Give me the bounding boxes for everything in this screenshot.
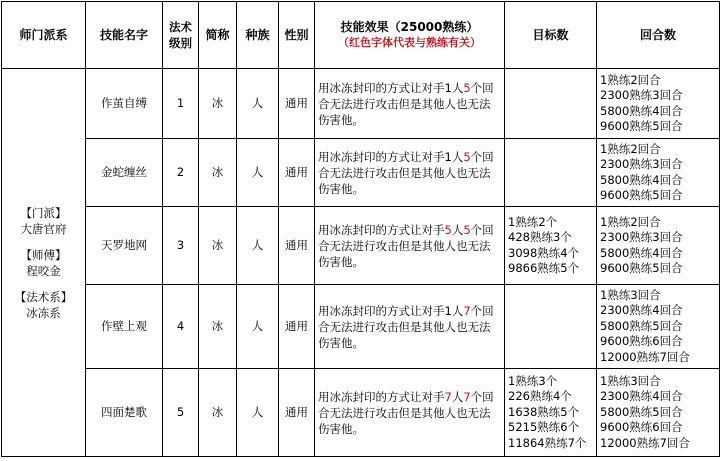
effect-text: 用冰冻封印的方式让对手 [318,389,445,404]
target-entry: 428熟练3个 [508,230,572,244]
skill-targets [505,139,597,207]
effect-text: 用冰冻封印的方式让对手 [318,222,445,237]
header-school: 师门派系 [2,2,86,69]
round-entry: 9600熟练5回合 [600,188,683,202]
effect-text: 用冰冻封印的方式让对手 [318,149,445,164]
skill-name: 天罗地网 [86,207,163,285]
skill-gender: 通用 [279,69,315,139]
skill-level: 3 [163,207,199,285]
target-entry: 5215熟练6个 [508,420,580,435]
skill-rounds [597,139,720,207]
skill-abbr: 冰 [199,285,237,369]
skill-rounds [597,285,720,369]
round-entry: 12000熟练7回合 [600,435,690,450]
target-entry: 1熟练3个 [508,373,558,388]
skill-effect [315,207,505,285]
skill-targets [505,369,597,457]
round-entry: 9600熟练5回合 [600,261,683,275]
master-tag: 【师傅】 [20,247,67,262]
skill-level: 4 [163,285,199,369]
skill-effect [315,285,505,369]
skill-row [2,139,720,207]
skill-targets [505,69,597,139]
header-rounds: 回合数 [597,2,720,69]
header-level-line2: 级别 [169,36,192,50]
effect-text: 个回合无法进行攻击但是其他人也无法伤害他。 [318,389,494,436]
effect-text: 人 [451,149,464,164]
header-targets: 目标数 [505,2,597,69]
header-effect-note: （红色字体代表与熟练有关） [338,36,481,49]
type-name: 冰冻系 [26,305,61,320]
target-entry: 9866熟练5个 [508,261,580,275]
skill-rounds [597,69,720,139]
skill-rounds [597,369,720,457]
header-row [2,2,720,69]
effect-text: 用冰冻封印的方式让对手 [318,80,445,95]
skill-effect [315,369,505,457]
skill-race: 人 [237,69,279,139]
skill-name: 作壁上观 [86,285,163,369]
skill-name: 金蛇缠丝 [86,139,163,207]
effect-round-count: 7 [463,389,471,404]
round-entry: 2300熟练4回合 [600,303,683,318]
target-entry: 11864熟练7个 [508,435,587,450]
school-tag: 【门派】 [20,205,67,220]
skill-rounds [597,207,720,285]
round-entry: 2300熟练4回合 [600,389,683,404]
header-level-line1: 法术 [169,20,192,34]
skill-level: 5 [163,369,199,457]
skill-row [2,369,720,457]
effect-round-count: 5 [463,222,471,237]
skill-abbr: 冰 [199,69,237,139]
skill-targets [505,285,597,369]
header-effect [315,2,505,69]
effect-round-count: 7 [463,303,471,318]
skill-abbr: 冰 [199,369,237,457]
round-entry: 2300熟练3回合 [600,157,683,171]
skill-row [2,285,720,369]
target-entry: 1638熟练5个 [508,404,580,419]
effect-target-count: 5 [444,222,452,237]
round-entry: 1熟练3回合 [600,373,661,388]
school-name: 大唐官府 [20,221,67,236]
skill-level: 1 [163,69,199,139]
effect-text: 个回合无法进行攻击但是其他人也无法伤害他。 [318,222,494,269]
round-entry: 12000熟练7回合 [600,349,690,364]
header-effect-title: 技能效果（25000熟练） [340,20,479,34]
target-entry: 3098熟练4个 [508,245,580,260]
effect-target-count: 1 [444,149,452,164]
round-entry: 9600熟练5回合 [600,119,683,133]
school-cell [2,69,86,457]
skill-row [2,69,720,139]
round-entry: 5800熟练4回合 [600,103,683,118]
skill-table [1,1,720,457]
round-entry: 1熟练3回合 [600,287,661,302]
target-entry: 1熟练2个 [508,214,558,229]
effect-target-count: 1 [444,303,452,318]
effect-text: 人 [451,303,464,318]
round-entry: 1熟练2回合 [600,72,661,87]
round-entry: 5800熟练5回合 [600,404,683,419]
round-entry: 5800熟练5回合 [600,318,683,333]
skill-gender: 通用 [279,207,315,285]
effect-round-count: 5 [463,80,471,95]
effect-text: 人 [451,80,464,95]
round-entry: 9600熟练6回合 [600,334,683,349]
master-name: 程咬金 [26,263,61,278]
skill-effect [315,139,505,207]
skill-race: 人 [237,369,279,457]
skill-abbr: 冰 [199,207,237,285]
effect-round-count: 5 [463,149,471,164]
skill-name: 作茧自缚 [86,69,163,139]
skill-name: 四面楚歌 [86,369,163,457]
skill-race: 人 [237,285,279,369]
effect-target-count: 7 [444,389,452,404]
skill-effect [315,69,505,139]
effect-text: 人 [451,389,464,404]
round-entry: 2300熟练3回合 [600,88,683,102]
round-entry: 1熟练2回合 [600,214,661,229]
skill-gender: 通用 [279,139,315,207]
header-gender: 性别 [279,2,315,69]
skill-gender: 通用 [279,369,315,457]
effect-text: 个回合无法进行攻击但是其他人也无法伤害他。 [318,149,494,196]
skill-level: 2 [163,139,199,207]
effect-target-count: 1 [444,80,452,95]
skill-targets [505,207,597,285]
skill-race: 人 [237,207,279,285]
type-tag: 【法术系】 [14,289,73,304]
target-entry: 226熟练4个 [508,389,572,404]
round-entry: 2300熟练3回合 [600,230,683,244]
skill-row [2,207,720,285]
header-race: 种族 [237,2,279,69]
skill-gender: 通用 [279,285,315,369]
round-entry: 1熟练2回合 [600,141,661,156]
effect-text: 个回合无法进行攻击但是其他人也无法伤害他。 [318,80,494,127]
effect-text: 用冰冻封印的方式让对手 [318,303,445,318]
skill-race: 人 [237,139,279,207]
skill-abbr: 冰 [199,139,237,207]
round-entry: 9600熟练6回合 [600,420,683,435]
header-level [163,2,199,69]
round-entry: 5800熟练4回合 [600,172,683,187]
round-entry: 5800熟练4回合 [600,245,683,260]
header-skill-name: 技能名字 [86,2,163,69]
header-abbr: 简称 [199,2,237,69]
effect-text: 个回合无法进行攻击但是其他人也无法伤害他。 [318,303,494,350]
effect-text: 人 [451,222,464,237]
